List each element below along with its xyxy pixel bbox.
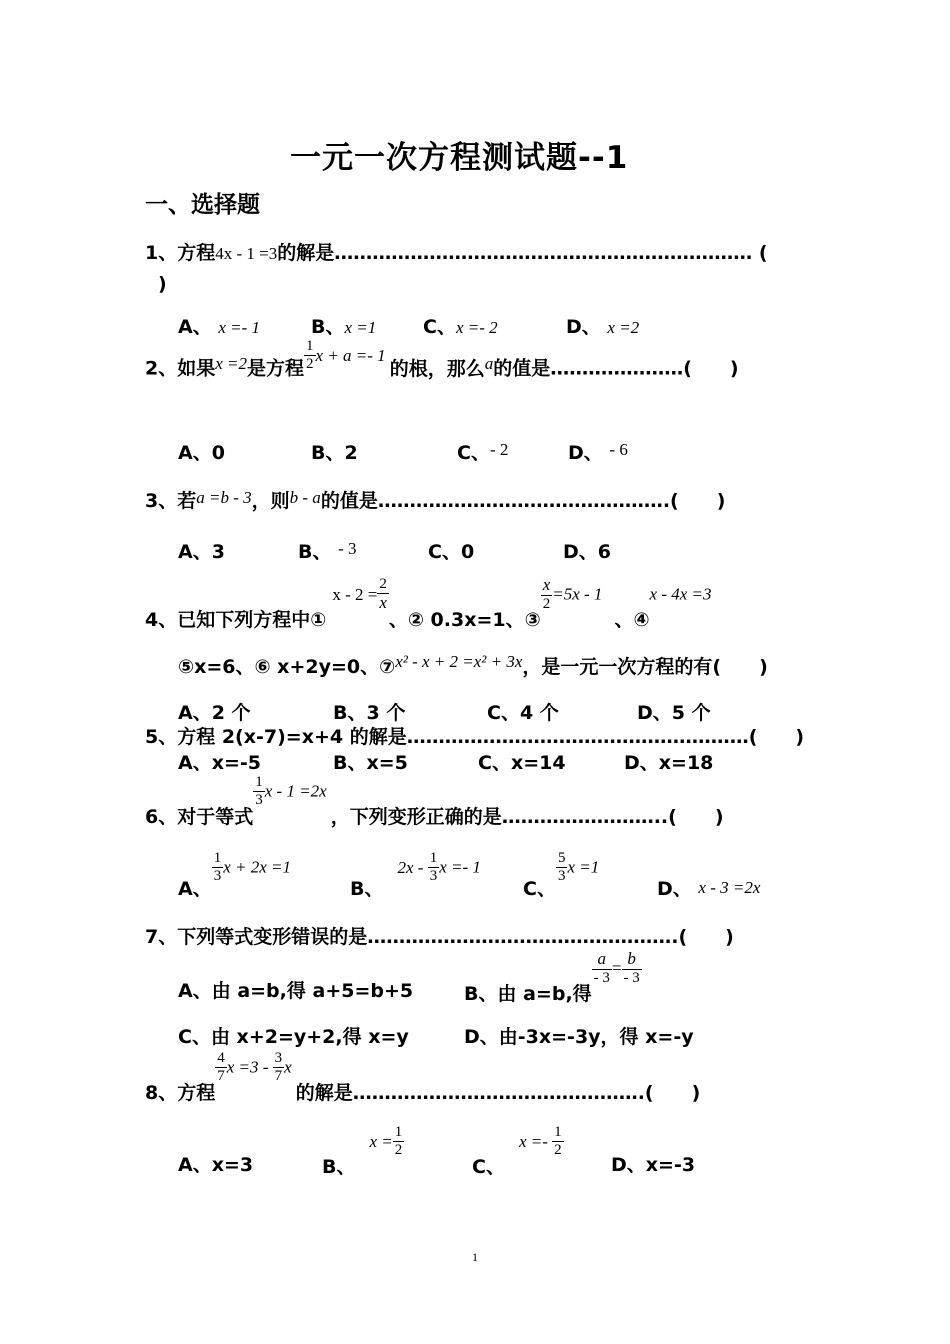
question-8: 8、方程 $\frac{4}{7}$ x =3 - $\frac{3}{7}$ x的解是……………………………………….( ) xyxy=(145,1050,701,1104)
question-4-line-1: 4、已知下列方程中①x - 2 = $\frac{2}{x}$ 、② 0.3x=1、③ $\frac{x}{2}$ =5x - 1、④x - 4x =3 xyxy=(145,575,712,631)
q4-eq1-fraction: $\frac{2}{x}$ xyxy=(379,576,387,612)
question-7: 7、下列等式变形错误的是………………………………………….( ) xyxy=(145,926,734,948)
q8-option-d: D、x=-3 xyxy=(611,1154,696,1176)
q5-option-d: D、x=18 xyxy=(624,752,714,774)
q5-option-b: B、x=5 xyxy=(333,752,408,774)
q6-fraction: $\frac{1}{3}$ xyxy=(255,774,263,808)
q5-option-c: C、x=14 xyxy=(478,752,566,774)
q4-option-b: B、3 个 xyxy=(333,702,406,724)
q7-fraction-b: $\frac{b}{- 3}$ xyxy=(623,949,640,986)
question-5: 5、方程 2(x-7)=x+4 的解是………………………………………………( ) xyxy=(145,726,805,748)
q7-option-b: B、由 a=b,得 $\frac{a}{- 3}$ = $\frac{b}{- 3}$ xyxy=(464,949,640,1005)
q2-fraction: $\frac{1}{2}$ xyxy=(306,338,314,372)
q1-equation: 4x - 1 =3 xyxy=(215,244,278,263)
q1-option-c: C、x =- 2 xyxy=(423,316,498,338)
q2-option-d: D、 - 6 xyxy=(568,440,628,464)
q1-close-paren: ) xyxy=(158,273,167,295)
q2-option-b: B、2 xyxy=(311,442,358,464)
q3-option-c: C、0 xyxy=(428,541,475,563)
q1-option-d: D、 x =2 xyxy=(566,316,640,338)
q2-option-c: C、- 2 xyxy=(457,440,509,464)
q4-eq3-fraction: $\frac{x}{2}$ xyxy=(542,575,551,612)
q3-option-d: D、6 xyxy=(563,541,611,563)
q7-option-c: C、由 x+2=y+2,得 x=y xyxy=(178,1026,409,1048)
q4-option-c: C、4 个 xyxy=(487,702,559,724)
q3-option-b: B、 - 3 xyxy=(298,539,357,563)
q5-option-a: A、x=-5 xyxy=(178,752,261,774)
question-1 xyxy=(145,238,768,265)
q2-option-a: A、0 xyxy=(178,442,225,464)
q1-prefix: 1、方程 xyxy=(145,242,216,264)
q4-option-d: D、5 个 xyxy=(637,702,711,724)
q8-option-a: A、x=3 xyxy=(178,1154,254,1176)
q4-option-a: A、2 个 xyxy=(178,702,251,724)
q8-option-b: B、x = $\frac{1}{2}$ xyxy=(322,1124,403,1178)
question-2: 2、如果x =2是方程 $\frac{1}{2}$ x + a =- 1的根，那么a的值是…………………( ) xyxy=(145,338,739,380)
q8-fraction-2: $\frac{3}{7}$ xyxy=(274,1050,283,1084)
q1-option-b: B、x =1 xyxy=(311,316,377,338)
q7-option-a: A、由 a=b,得 a+5=b+5 xyxy=(178,980,414,1002)
question-6: 6、对于等式 $\frac{1}{3}$ x - 1 =2x，下列变形正确的是……………………..( ) xyxy=(145,774,724,828)
q7-fraction-a: $\frac{a}{- 3}$ xyxy=(593,949,610,986)
page-number: 1 xyxy=(472,1250,478,1264)
q8-fraction-1: $\frac{4}{7}$ xyxy=(217,1050,225,1084)
question-3: 3、若a =b - 3，则b - a的值是……………………………………….( ) xyxy=(145,488,726,512)
q6-option-d: D、 x - 3 =2x xyxy=(657,878,761,900)
question-4-line-2: ⑤x=6、⑥ x+2y=0、⑦x² - x + 2 =x² + 3x，是一元一次方程的有( ) xyxy=(178,652,768,678)
q3-option-a: A、3 xyxy=(178,541,225,563)
q7-option-d: D、由-3x=-3y，得 x=-y xyxy=(464,1026,694,1048)
q1-suffix: 的解是………………………………………………………… ( xyxy=(277,242,768,264)
page-title: 一元一次方程测试题--1 xyxy=(290,140,629,176)
q6-option-c: C、 $\frac{5}{3}$ x =1 xyxy=(523,850,600,900)
q6-option-b: B、2x - $\frac{1}{3}$ x =- 1 xyxy=(350,850,481,900)
q8-option-c: C、x =- $\frac{1}{2}$ xyxy=(472,1124,562,1178)
q6-option-a: A、 $\frac{1}{3}$ x + 2x =1 xyxy=(178,850,292,900)
q1-option-a: A、 x =- 1 xyxy=(178,316,261,338)
section-heading: 一、选择题 xyxy=(145,192,260,218)
